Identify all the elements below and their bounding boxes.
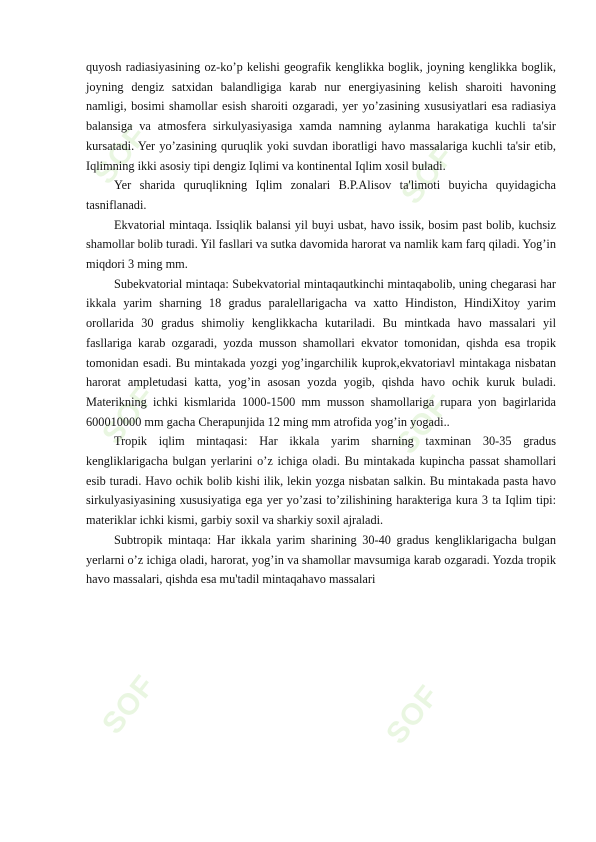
paragraph: Subekvatorial mintaqa: Subekvatorial mintaqautkinchi mintaqabolib, uning chegarasi har ikkala yarim sharning 18 gradus paralellarigacha va xatto Hindiston, HindiXitoy yarim orollarida 30 gradus shimoliy kenglikkacha kutariladi. Bu mintkada havo massalari yil fasllariga karab ozgaradi, yozda musson shamollari ekvator tomonidan, qishda esa tropik tomonidan esadi. Bu mintakada yozgi yog’ingarchilik kuprok,ekvatoriavl mintakaga nisbatan harorat ampletudasi katta, yog’in asosan yozda yogib, qishda havo ochik kuruk buladi. Materikning ichki kismlarida 1000-1500 mm musson shamollariga rupara yon bagirlarida 600010000 mm gacha Cherapunjida 12 ming mm atrofida yog’in yogadi.. bbox=[86, 276, 556, 429]
watermark-logo: SOF bbox=[88, 119, 154, 191]
watermark-logo: SOF bbox=[395, 139, 461, 211]
watermark-logo: SOF bbox=[96, 379, 162, 451]
body-text bbox=[86, 58, 556, 590]
paragraph: Subtropik mintaqa: Har ikkala yarim sharining 30-40 gradus kengliklarigacha bulgan yerlarni o’z ichiga oladi, harorat, yog’in va shamollar mavsumiga karab ozgaradi. Yozda tropik havo massalari, qishda esa mu'tadil mintaqahavo massalari bbox=[86, 532, 556, 587]
watermark-logo: SOF bbox=[380, 679, 446, 751]
paragraph: Yer sharida quruqlikning Iqlim zonalari B.P.Alisov ta'limoti buyicha quyidagicha tasniflanadi. bbox=[86, 178, 556, 212]
watermark-logo: SOF bbox=[390, 389, 456, 461]
paragraph: quyosh radiasiyasining oz-ko’p kelishi geografik kenglikka boglik, joyning kenglikka boglik, joyning dengiz satxidan balandligiga karab nur energiyasining kelish sharoiti havoning namligi, bosimi shamollar esish sharoiti ozgaradi, yer yo’zasining xususiyatlari esa radiasiya balansiga va atmosfera sirkulyasiyasiga xamda namning aylanma harakatiga kuchli ta'sir kursatadi. Yer yo’zasining quruqlik yoki suvdan iboratligi havo massalariga kuchli ta'sir etib, Iqlimning ikki asosiy tipi dengiz Iqlimi va kontinental Iqlim xosil buladi. bbox=[86, 60, 556, 173]
watermark-logo: SOF bbox=[96, 669, 162, 741]
paragraph: Ekvatorial mintaqa. Issiqlik balansi yil buyi usbat, havo issik, bosim past bolib, kuchsiz shamollar bolib turadi. Yil fasllari va sutka davomida harorat va namlik kam farq qiladi. Yog’in miqdori 3 ming mm. bbox=[86, 217, 556, 272]
paragraph: Tropik iqlim mintaqasi: Har ikkala yarim sharning taxminan 30-35 gradus kengliklarigacha bulgan yerlarini o’z ichiga oladi. Bu mintakada kupincha passat shamollari esib turadi. Havo ochik bolib kishi ilik, lekin yozga nisbatan salkin. Bu mintakada pasta havo sirkulyasiyasining xususiyatiga ega yer yo’zasi to’zilishining harakteriga kura 3 ta Iqlim tipi: materiklar ichki kismi, garbiy soxil va sharkiy soxil ajraladi. bbox=[86, 434, 556, 528]
